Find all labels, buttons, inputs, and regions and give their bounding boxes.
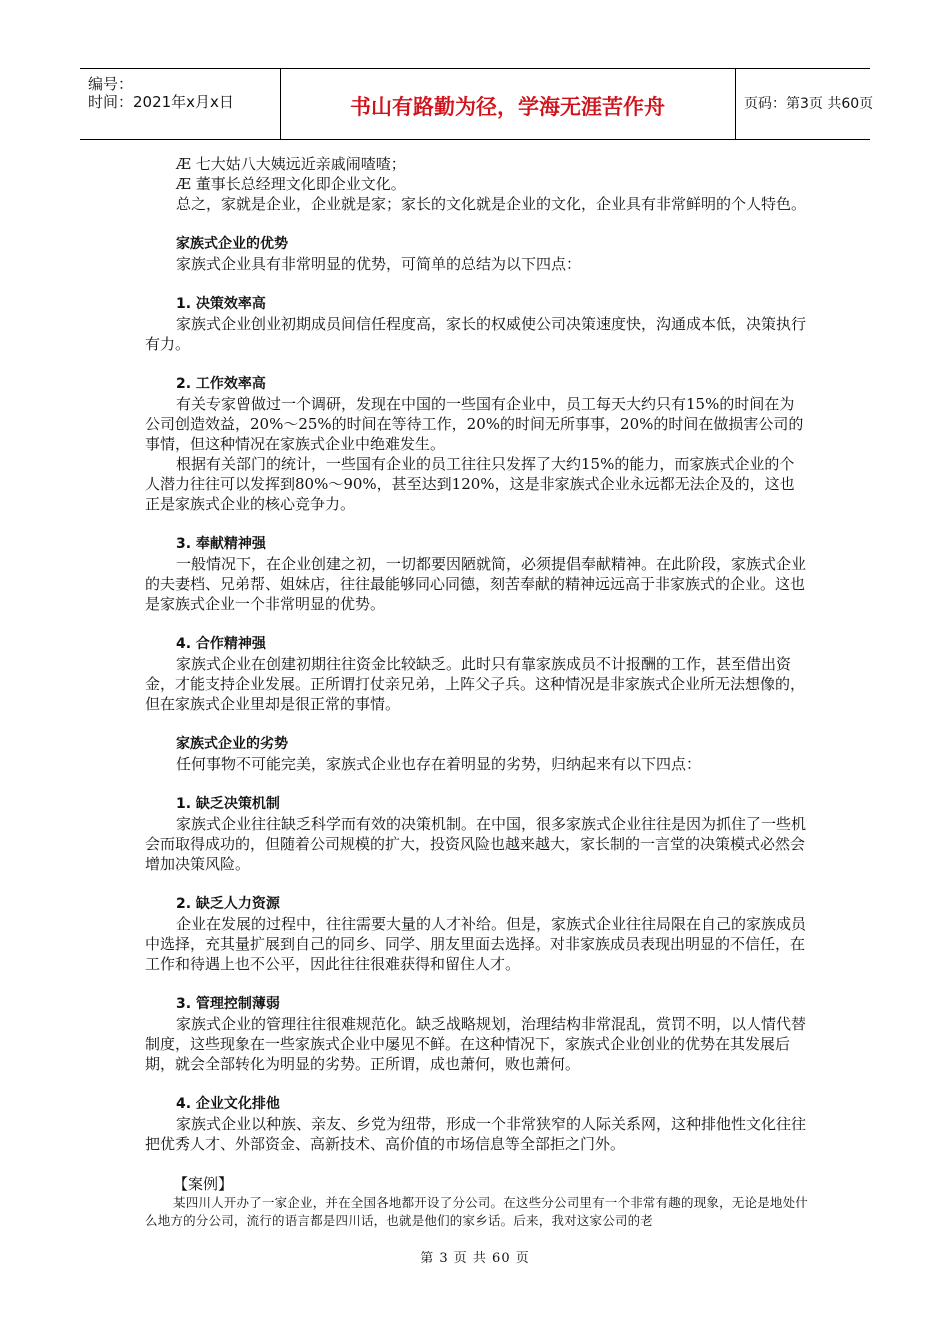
subheading: 3. 奉献精神强 <box>176 536 266 552</box>
header-page-cell <box>736 69 874 139</box>
subheading: 1. 缺乏决策机制 <box>176 796 280 812</box>
case-paragraph: 某四川人开办了一家企业，并在全国各地都开设了分公司。在这些分公司里有一个非常有趣的现象，无论是地处什么地方的分公司，流行的语言都是四川话，也就是他们的家乡话。后来，我对这家公司的老 <box>145 1195 809 1228</box>
subheading: 4. 合作精神强 <box>176 636 266 652</box>
paragraph: 家族式企业以种族、亲友、乡党为纽带，形成一个非常狭窄的人际关系网，这种排他性文化往往把优秀人才、外部资金、高新技术、高价值的市场信息等全部拒之门外。 <box>145 1115 807 1153</box>
header-left-cell <box>80 69 281 139</box>
paragraph: 家族式企业在创建初期往往资金比较缺乏。此时只有靠家族成员不计报酬的工作，甚至借出资金，才能支持企业发展。正所谓打仗亲兄弟，上阵父子兵。这种情况是非家族式企业所无法想像的，但在家族式企业里却是很正常的事情。 <box>145 655 806 713</box>
subheading: 2. 工作效率高 <box>176 376 266 392</box>
document-date-label: 时间：2021年x月x日 <box>88 93 234 111</box>
paragraph: 家族式企业创业初期成员间信任程度高，家长的权威使公司决策速度快，沟通成本低，决策执行有力。 <box>145 315 807 353</box>
document-number-label: 编号： <box>88 75 134 93</box>
paragraph: 家族式企业的管理往往很难规范化。缺乏战略规划，治理结构非常混乱，赏罚不明，以人情代替制度，这些现象在一些家族式企业中屡见不鲜。在这种情况下，家族式企业创业的优势在其发展后期，就会全部转化为明显的劣势。正所谓，成也萧何，败也萧何。 <box>145 1015 807 1073</box>
bullet-item: Æ 董事长总经理文化即企业文化。 <box>176 175 406 193</box>
section-intro: 任何事物不可能完美，家族式企业也存在着明显的劣势，归纳起来有以下四点： <box>176 755 702 773</box>
section-heading-disadvantages: 家族式企业的劣势 <box>176 736 288 752</box>
header-page-info: 页码：第3页 共60页 <box>744 96 874 112</box>
section-intro: 家族式企业具有非常明显的优势，可简单的总结为以下四点： <box>176 255 582 273</box>
document-body <box>145 154 808 1230</box>
paragraph: 有关专家曾做过一个调研，发现在中国的一些国有企业中，员工每天大约只有15%的时间在为公司创造效益，20%～25%的时间在等待工作，20%的时间无所事事，20%的时间在做损害公司的事情，但这种情况在家族式企业中绝难发生。 <box>145 395 804 453</box>
subheading: 4. 企业文化排他 <box>176 1096 280 1112</box>
page-footer: 第 3 页 共 60 页 <box>420 1251 530 1266</box>
bullet-item: Æ 七大姑八大姨远近亲戚闹喳喳； <box>176 155 406 173</box>
case-heading: 【案例】 <box>173 1175 234 1193</box>
paragraph: 一般情况下，在企业创建之初，一切都要因陋就简，必须提倡奉献精神。在此阶段，家族式企业的夫妻档、兄弟帮、姐妹店，往往最能够同心同德，刻苦奉献的精神远远高于非家族式的企业。这也是家族式企业一个非常明显的优势。 <box>145 555 807 613</box>
paragraph: 企业在发展的过程中，往往需要大量的人才补给。但是，家族式企业往往局限在自己的家族成员中选择，充其量扩展到自己的同乡、同学、朋友里面去选择。对非家族成员表现出明显的不信任，在工作和待遇上也不公平，因此往往很难获得和留住人才。 <box>145 915 807 973</box>
summary-paragraph: 总之，家就是企业，企业就是家；家长的文化就是企业的文化，企业具有非常鲜明的个人特色。 <box>176 195 807 213</box>
paragraph: 根据有关部门的统计，一些国有企业的员工往往只发挥了大约15%的能力，而家族式企业的个人潜力往往可以发挥到80%～90%，甚至达到120%，这是非家族式企业永远都无法企及的，这也正是家族式企业的核心竞争力。 <box>145 455 795 513</box>
subheading: 3. 管理控制薄弱 <box>176 996 280 1012</box>
header-motto-cell <box>280 69 736 139</box>
header-motto: 书山有路勤为径，学海无涯苦作舟 <box>350 95 665 119</box>
subheading: 2. 缺乏人力资源 <box>176 896 280 912</box>
paragraph: 家族式企业往往缺乏科学而有效的决策机制。在中国，很多家族式企业往往是因为抓住了一些机会而取得成功的，但随着公司规模的扩大，投资风险也越来越大，家长制的一言堂的决策模式必然会增加决策风险。 <box>145 815 807 873</box>
header-table <box>80 68 874 140</box>
section-heading-advantages: 家族式企业的优势 <box>176 236 288 252</box>
subheading: 1. 决策效率高 <box>176 296 266 312</box>
